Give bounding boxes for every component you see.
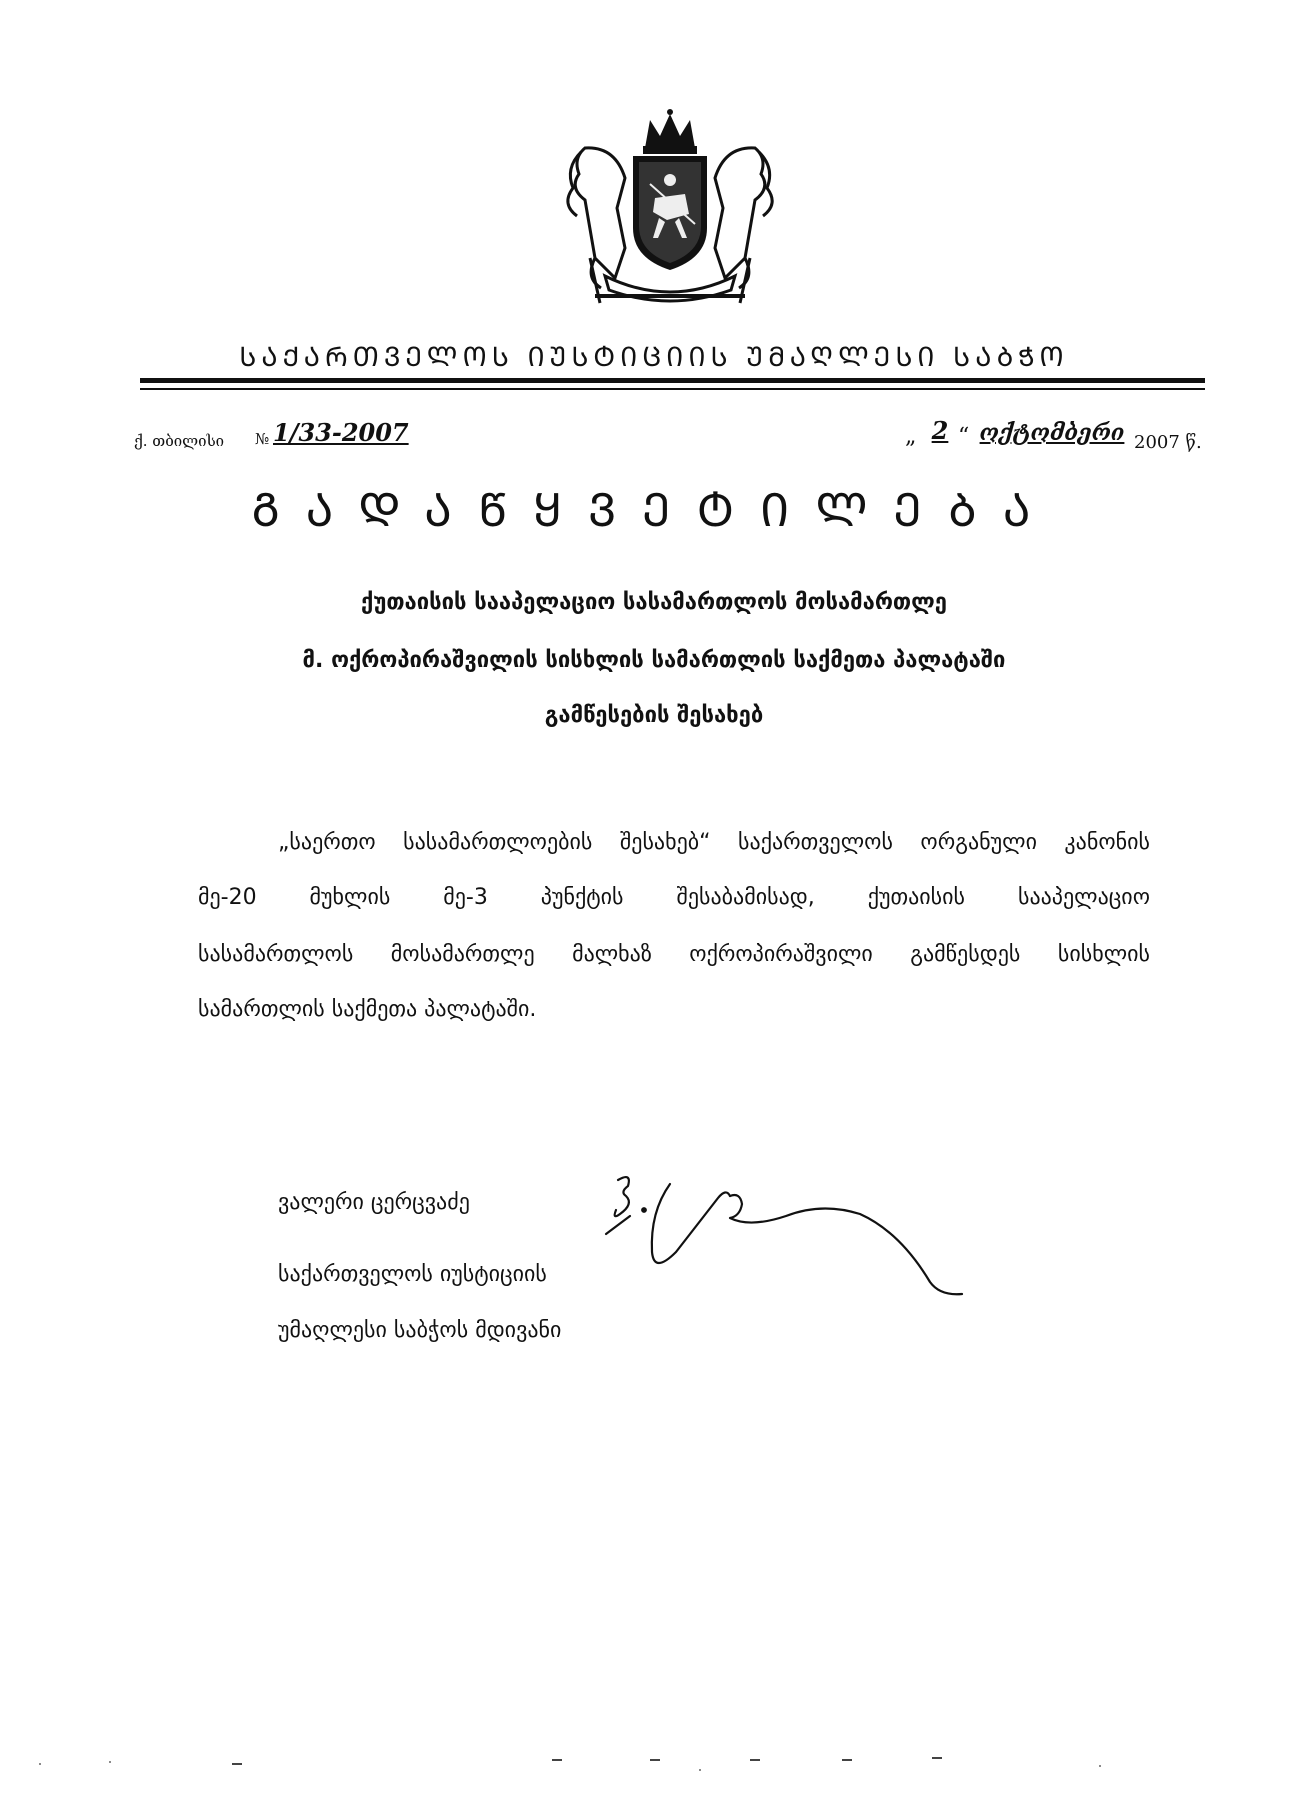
date-quote-open: „ (905, 424, 917, 449)
lion-left-icon (568, 148, 625, 288)
subject-line: ქუთაისის სააპელაციო სასამართლოს მოსამართლე (361, 590, 947, 615)
signer-title-line: საქართველოს იუსტიციის (278, 1262, 547, 1287)
number-sign: № (255, 430, 270, 448)
subject-line: მ. ოქროპირაშვილის სისხლის სამართლის საქმეთა პალატაში (302, 648, 1006, 673)
header-rule-thin (140, 388, 1205, 390)
body-line: „საერთო სასამართლოების შესახებ“ საქართველოს ორგანული კანონის (278, 830, 1150, 855)
date-year: 2007 წ. (1134, 432, 1202, 453)
document-title: ᲒᲐᲓᲐᲬᲧᲕᲔᲢᲘᲚᲔᲑᲐ (251, 483, 1057, 537)
body-line: სამართლის საქმეთა პალატაში. (198, 997, 537, 1022)
document-number: 1/33-2007 (273, 418, 409, 447)
subject-line: გამწესების შესახებ (544, 703, 764, 728)
header-rule-thick (140, 378, 1205, 383)
institution-name: ᲡᲐᲥᲐᲠᲗᲕᲔᲚᲝᲡ ᲘᲣᲡᲢᲘᲪᲘᲘᲡ ᲣᲛᲐᲦᲚᲔᲡᲘ ᲡᲐᲑᲭᲝ (239, 342, 1069, 373)
scan-artifacts (0, 1740, 1308, 1780)
crown-icon (643, 109, 697, 154)
date-day: 2 (931, 416, 949, 445)
city-label: ქ. თბილისი (134, 432, 225, 450)
signer-title-line: უმაღლესი საბჭოს მდივანი (278, 1318, 562, 1343)
date-quote-close: “ (958, 424, 970, 449)
coat-of-arms (555, 108, 785, 308)
handwritten-signature (590, 1162, 1010, 1312)
lion-right-icon (715, 148, 772, 288)
date-month: ოქტომბერი (979, 420, 1125, 446)
body-line: მე-20 მუხლის მე-3 პუნქტის შესაბამისად, ქუთაისის სააპელაციო (198, 885, 1150, 910)
signer-name: ვალერი ცერცვაძე (278, 1190, 470, 1215)
body-line: სასამართლოს მოსამართლე მალხაზ ოქროპირაშვილი გამწესდეს სისხლის (198, 942, 1150, 967)
